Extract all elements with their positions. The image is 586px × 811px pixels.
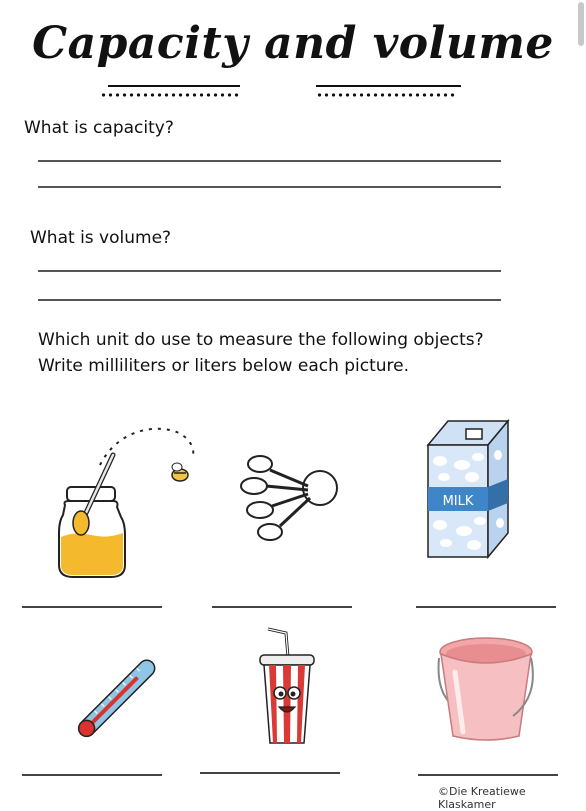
measuring-spoons-icon — [238, 448, 348, 548]
milk-carton-icon — [418, 415, 518, 560]
title-underline-left — [108, 85, 240, 87]
answer-line-milk[interactable] — [416, 606, 556, 608]
title-dots-left — [100, 92, 240, 98]
page-title: Capacity and volume — [32, 18, 554, 69]
milk-label: MILK — [442, 494, 474, 509]
answer-line-spoons[interactable] — [212, 606, 352, 608]
soda-cup-icon — [252, 625, 322, 747]
instruction-line-2: Write milliliters or liters below each picture. — [38, 356, 410, 376]
answer-line-thermometer[interactable] — [22, 774, 162, 776]
title-underline-right — [316, 85, 461, 87]
thermometer-icon — [62, 648, 172, 748]
answer-line-honey[interactable] — [22, 606, 162, 608]
question-capacity: What is capacity? — [24, 118, 174, 138]
answer-line-bucket[interactable] — [418, 774, 558, 776]
pink-bucket-icon — [435, 632, 537, 742]
title-dots-right — [316, 92, 456, 98]
question-volume: What is volume? — [30, 228, 172, 248]
answer-line-soda[interactable] — [200, 772, 340, 774]
answer-line[interactable] — [38, 299, 501, 301]
instruction-text — [38, 327, 484, 379]
answer-line[interactable] — [38, 186, 501, 188]
instruction-line-1: Which unit do use to measure the following objects? — [38, 330, 484, 350]
answer-line[interactable] — [38, 270, 501, 272]
footer-credit: ©Die Kreatiewe Klaskamer — [438, 785, 526, 811]
honey-jar-icon — [55, 425, 205, 585]
answer-line[interactable] — [38, 160, 501, 162]
